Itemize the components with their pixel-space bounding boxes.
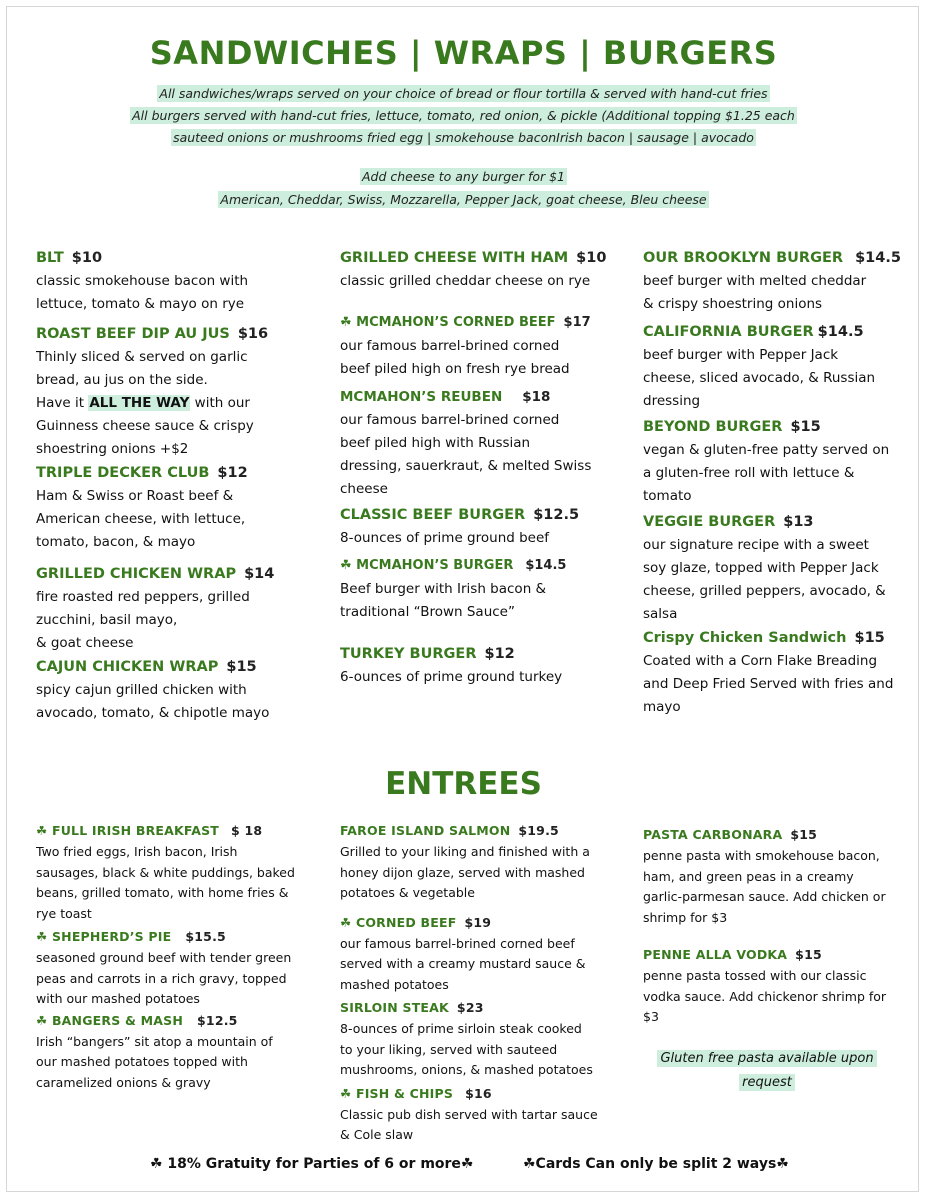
item-price: $13	[783, 514, 814, 530]
item-price: $16	[465, 1085, 492, 1101]
all-the-way-post: with our	[190, 395, 250, 411]
item-name-mcmahons-burger	[340, 554, 630, 578]
item-desc-line: 6-ounces of prime ground turkey	[340, 669, 563, 685]
item-desc-line: Ham & Swiss or Roast beef &	[36, 488, 234, 504]
item-name: ☘ FULL IRISH BREAKFAST	[36, 823, 220, 838]
gluten-free-line-1	[655, 1047, 879, 1071]
item-name-cajun-chicken-wrap	[36, 655, 316, 679]
item-name: ☘ SHEPHERD’S PIE	[36, 929, 172, 944]
item-name: GRILLED CHEESE WITH HAM	[340, 250, 569, 266]
item-price: $10	[576, 250, 607, 266]
menu-item-veggie-burger	[643, 510, 913, 626]
item-name-mcmahons-corned-beef	[340, 311, 630, 335]
item-price: $10	[71, 250, 103, 266]
item-name: SIRLOIN STEAK	[340, 1000, 449, 1015]
item-name-faroe-island-salmon	[340, 820, 610, 842]
item-desc-line: Two fried eggs, Irish bacon, Irish	[36, 844, 238, 859]
sandwich-column-1	[36, 246, 316, 725]
item-name: VEGGIE BURGER	[643, 514, 776, 530]
note-cheese-options	[0, 189, 927, 211]
item-name: TRIPLE DECKER CLUB	[36, 465, 210, 481]
menu-item-turkey-burger	[340, 642, 630, 689]
note-cheese-options-text: American, Cheddar, Swiss, Mozzarella, Pepper Jack, goat cheese, Bleu cheese	[220, 192, 707, 207]
item-name: ☘ FISH & CHIPS	[340, 1085, 454, 1101]
item-name: CALIFORNIA BURGER	[643, 324, 814, 340]
item-desc-line: honey dijon glaze, served with mashed	[340, 864, 585, 880]
item-name-bangers-mash	[36, 1010, 296, 1032]
item-price: $14	[244, 566, 275, 582]
menu-item-crispy-chicken	[643, 626, 913, 719]
item-desc-line: Guinness cheese sauce & crispy	[36, 418, 254, 434]
item-price: $15	[790, 419, 821, 435]
item-desc-line: 8-ounces of prime ground beef	[340, 530, 550, 546]
item-name-roast-beef	[36, 322, 316, 346]
item-desc-line: classic grilled cheddar cheese on rye	[340, 273, 591, 289]
menu-item-shepherds-pie	[36, 926, 296, 1010]
item-price: $16	[237, 326, 269, 342]
gluten-free-line-2	[655, 1071, 879, 1095]
item-desc-line: a gluten-free roll with lettuce &	[643, 465, 855, 481]
note-sandwiches-text: All sandwiches/wraps served on your choice of bread or flour tortilla & served with hand-cut fries	[159, 86, 768, 101]
item-name: FAROE ISLAND SALMON	[340, 823, 511, 838]
item-name-corned-beef	[340, 912, 610, 934]
all-the-way-pre: Have it	[36, 395, 89, 411]
item-desc-line: Beef burger with Irish bacon &	[340, 581, 547, 597]
item-desc-line: penne pasta with smokehouse bacon,	[643, 848, 880, 863]
all-the-way-highlight: ALL THE WAY	[89, 395, 190, 411]
item-price: $15	[790, 827, 818, 842]
item-price: $15.5	[185, 929, 226, 944]
item-name: MCMAHON’S REUBEN	[340, 389, 503, 405]
menu-item-brooklyn-burger	[643, 246, 913, 316]
item-name: CAJUN CHICKEN WRAP	[36, 659, 219, 675]
item-price: $19.5	[518, 823, 559, 838]
item-name: GRILLED CHICKEN WRAP	[36, 566, 237, 582]
item-desc-line: $3	[643, 1009, 659, 1024]
item-desc-line: & Cole slaw	[340, 1127, 414, 1142]
item-name-penne-alla-vodka	[643, 944, 903, 966]
item-desc-line: traditional “Brown Sauce”	[340, 604, 515, 620]
item-price: $15	[795, 947, 822, 962]
item-desc-line: our signature recipe with a sweet	[643, 537, 869, 553]
item-name: PENNE ALLA VODKA	[643, 947, 788, 962]
item-desc-line: & crispy shoestring onions	[643, 296, 823, 312]
item-price: $17	[563, 315, 591, 330]
item-desc-line: mushrooms, onions, & mashed potatoes	[340, 1062, 593, 1077]
item-price: $14.5	[525, 558, 567, 573]
note-cheese	[0, 166, 927, 188]
item-price: $12.5	[197, 1012, 238, 1028]
item-name-grilled-cheese	[340, 246, 630, 270]
entree-column-1	[36, 820, 296, 1093]
menu-item-roast-beef	[36, 322, 316, 461]
item-price: $23	[456, 1000, 484, 1015]
item-desc-line: our mashed potatoes topped with	[36, 1054, 248, 1069]
note-cheese-text: Add cheese to any burger for $1	[361, 169, 566, 184]
item-desc-line: Classic pub dish served with tartar sauce	[340, 1106, 598, 1122]
item-desc-line: shoestring onions +$2	[36, 441, 189, 457]
item-name: ☘ MCMAHON’S CORNED BEEF	[340, 315, 556, 330]
menu-item-classic-beef-burger	[340, 503, 630, 550]
item-desc-line: mayo	[643, 699, 681, 715]
item-desc-line: dressing, sauerkraut, & melted Swiss	[340, 458, 592, 474]
item-name-blt	[36, 246, 316, 270]
item-name: BEYOND BURGER	[643, 419, 783, 435]
item-desc-line: cheese, sliced avocado, & Russian	[643, 370, 876, 386]
gluten-free-note	[655, 1047, 879, 1095]
item-desc-line: caramelized onions & gravy	[36, 1074, 211, 1090]
item-name-crispy-chicken	[643, 626, 913, 650]
menu-item-sirloin-steak	[340, 997, 610, 1081]
item-desc-line: beef burger with melted cheddar	[643, 273, 867, 289]
item-name-fish-chips	[340, 1083, 610, 1105]
menu-item-grilled-cheese	[340, 246, 630, 293]
item-desc-line: vegan & gluten-free patty served on	[643, 442, 890, 458]
note-toppings	[0, 127, 927, 149]
item-desc-line: beans, grilled tomato, with home fries &	[36, 885, 289, 900]
item-price: $14.5	[855, 250, 901, 266]
item-name-grilled-chicken-wrap	[36, 562, 316, 586]
item-name-pasta-carbonara	[643, 824, 903, 846]
item-name-classic-beef-burger	[340, 503, 630, 527]
item-desc-line: vodka sauce. Add chickenor shrimp for	[643, 988, 887, 1004]
item-desc-line: Coated with a Corn Flake Breading	[643, 653, 878, 669]
item-desc-line: beef burger with Pepper Jack	[643, 347, 839, 363]
item-desc-line: rye toast	[36, 905, 92, 921]
item-desc-line: fire roasted red peppers, grilled	[36, 589, 250, 605]
item-desc-line: cheese, grilled peppers, avocado, &	[643, 583, 886, 599]
item-desc-line: soy glaze, topped with Pepper Jack	[643, 560, 879, 576]
menu-item-grilled-chicken-wrap	[36, 562, 316, 655]
item-name-full-irish-breakfast	[36, 820, 296, 842]
gratuity-note: ☘ 18% Gratuity for Parties of 6 or more☘	[150, 1156, 474, 1172]
item-desc-line: and Deep Fried Served with fries and	[643, 676, 894, 692]
menu-item-penne-alla-vodka	[643, 944, 903, 1028]
item-desc-line: tomato, bacon, & mayo	[36, 534, 196, 550]
menu-item-fish-chips	[340, 1083, 610, 1146]
item-desc-line: cheese	[340, 481, 388, 497]
item-desc-line: our famous barrel-brined corned	[340, 338, 560, 354]
note-toppings-text: sauteed onions or mushrooms fried egg | smokehouse baconIrish bacon | sausage | avocado	[173, 130, 754, 145]
item-name-california-burger	[643, 320, 913, 344]
item-desc-line: American cheese, with lettuce,	[36, 511, 246, 527]
note-burgers	[0, 105, 927, 127]
item-name-mcmahons-reuben	[340, 385, 630, 409]
item-name: ☘ CORNED BEEF	[340, 914, 457, 930]
menu-title: SANDWICHES | WRAPS | BURGERS	[149, 34, 778, 72]
menu-item-pasta-carbonara	[643, 824, 903, 928]
menu-item-cajun-chicken-wrap	[36, 655, 316, 725]
sandwich-column-3	[643, 246, 913, 719]
item-price: $12	[484, 646, 515, 662]
item-desc-line: tomato	[643, 488, 692, 504]
card-split-note: ☘Cards Can only be split 2 ways☘	[523, 1156, 789, 1172]
item-desc-line: potatoes & vegetable	[340, 885, 475, 900]
item-desc-line: Thinly sliced & served on garlic	[36, 349, 248, 365]
item-desc-line: Irish “bangers” sit atop a mountain of	[36, 1033, 273, 1049]
entree-column-3	[643, 824, 903, 1028]
all-the-way-line	[36, 392, 316, 415]
item-name-brooklyn-burger	[643, 246, 913, 270]
item-desc-line: shrimp for $3	[643, 909, 728, 925]
item-price: $12.5	[533, 507, 580, 523]
menu-item-bangers-mash	[36, 1010, 296, 1094]
item-price: $14.5	[817, 324, 864, 340]
item-price: $12	[217, 465, 248, 481]
item-desc-line: salsa	[643, 606, 678, 622]
sandwich-column-2	[340, 246, 630, 689]
item-name: ☘ BANGERS & MASH	[36, 1012, 184, 1028]
item-price: $15	[226, 659, 257, 675]
item-desc-line: lettuce, tomato & mayo on rye	[36, 296, 245, 312]
item-desc-line: sausages, black & white puddings, baked	[36, 864, 295, 880]
item-name-veggie-burger	[643, 510, 913, 534]
gluten-free-text-2: request	[739, 1074, 795, 1091]
item-desc-line: beef piled high on fresh rye bread	[340, 361, 570, 377]
item-desc-line: Grilled to your liking and finished with a	[340, 844, 590, 859]
menu-item-mcmahons-corned-beef	[340, 311, 630, 381]
item-desc-line: 8-ounces of prime sirloin steak cooked	[340, 1021, 582, 1036]
item-desc-line: peas and carrots in a rich gravy, topped	[36, 970, 287, 986]
item-desc-line: zucchini, basil mayo,	[36, 612, 178, 628]
menu-item-corned-beef	[340, 912, 610, 996]
item-desc-line: avocado, tomato, & chipotle mayo	[36, 705, 270, 721]
item-price: $18	[522, 389, 551, 405]
item-desc-line: ham, and green peas in a creamy	[643, 868, 854, 884]
item-price: $ 18	[231, 823, 263, 838]
item-desc-line: our famous barrel-brined corned	[340, 412, 560, 428]
item-name: PASTA CARBONARA	[643, 827, 783, 842]
item-desc-line: spicy cajun grilled chicken with	[36, 682, 247, 698]
item-desc-line: our famous barrel-brined corned beef	[340, 935, 575, 951]
item-name: CLASSIC BEEF BURGER	[340, 507, 526, 523]
item-name: OUR BROOKLYN BURGER	[643, 250, 844, 266]
gluten-free-text-1: Gluten free pasta available upon	[657, 1050, 876, 1067]
item-desc-line: garlic-parmesan sauce. Add chicken or	[643, 889, 886, 904]
item-desc-line: to your liking, served with sauteed	[340, 1041, 558, 1057]
item-name-triple-decker	[36, 461, 316, 485]
item-desc-line: seasoned ground beef with tender green	[36, 950, 292, 965]
menu-item-beyond-burger	[643, 415, 913, 508]
entree-column-2	[340, 820, 610, 1146]
item-name: Crispy Chicken Sandwich	[643, 630, 847, 646]
note-sandwiches	[0, 83, 927, 105]
menu-item-faroe-island-salmon	[340, 820, 610, 904]
item-name: TURKEY BURGER	[340, 646, 477, 662]
item-name-beyond-burger	[643, 415, 913, 439]
item-name: BLT	[36, 250, 64, 266]
item-desc-line: bread, au jus on the side.	[36, 372, 208, 388]
item-desc-line: beef piled high with Russian	[340, 435, 531, 451]
menu-item-blt	[36, 246, 316, 316]
menu-item-mcmahons-reuben	[340, 385, 630, 501]
menu-item-full-irish-breakfast	[36, 820, 296, 924]
item-name-sirloin-steak	[340, 997, 610, 1019]
menu-item-california-burger	[643, 320, 913, 413]
entrees-heading: ENTREES	[385, 766, 542, 802]
item-desc-line: & goat cheese	[36, 635, 134, 651]
item-desc-line: with our mashed potatoes	[36, 991, 200, 1006]
item-price: $19	[464, 914, 492, 930]
item-desc-line: dressing	[643, 393, 701, 409]
item-name-shepherds-pie	[36, 926, 296, 948]
item-desc-line: classic smokehouse bacon with	[36, 273, 249, 289]
note-burgers-text: All burgers served with hand-cut fries, lettuce, tomato, red onion, & pickle (Additional topping $1.25 each	[132, 108, 795, 123]
item-name: ☘ MCMAHON’S BURGER	[340, 558, 514, 573]
item-name-turkey-burger	[340, 642, 630, 666]
item-desc-line: mashed potatoes	[340, 976, 449, 992]
item-desc-line: penne pasta tossed with our classic	[643, 968, 867, 983]
item-desc-line: served with a creamy mustard sauce &	[340, 956, 586, 971]
item-price: $15	[854, 630, 885, 646]
menu-item-mcmahons-burger	[340, 554, 630, 624]
menu-item-triple-decker	[36, 461, 316, 554]
item-name: ROAST BEEF DIP AU JUS	[36, 326, 230, 342]
